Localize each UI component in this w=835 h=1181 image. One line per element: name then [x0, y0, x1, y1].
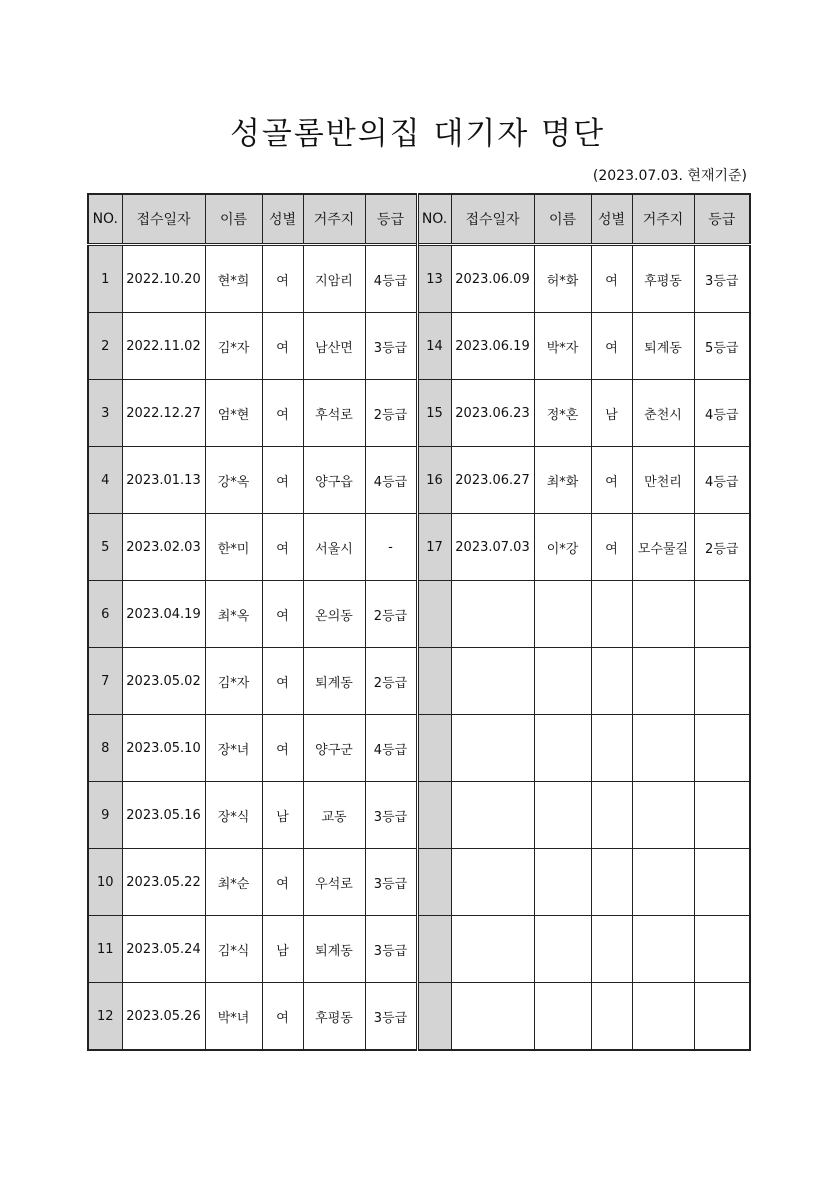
cell-date: 2023.05.26 — [122, 983, 205, 1051]
table-row — [88, 380, 750, 447]
as-of-date: (2023.07.03. 현재기준) — [592, 168, 747, 184]
table-header-row — [88, 194, 750, 245]
cell-name: 정*혼 — [534, 380, 591, 447]
cell-residence — [632, 715, 694, 782]
cell-gender: 여 — [591, 447, 632, 514]
cell-residence: 퇴계동 — [303, 916, 365, 983]
cell-no: 16 — [417, 447, 451, 514]
cell-date: 2023.05.24 — [122, 916, 205, 983]
cell-date: 2023.01.13 — [122, 447, 205, 514]
cell-residence: 후평동 — [632, 245, 694, 313]
cell-grade — [694, 581, 750, 648]
cell-name — [534, 983, 591, 1051]
cell-name: 김*자 — [205, 313, 262, 380]
cell-name: 허*화 — [534, 245, 591, 313]
header-date: 접수일자 — [122, 194, 205, 245]
cell-residence: 후평동 — [303, 983, 365, 1051]
table-row — [88, 447, 750, 514]
cell-gender — [591, 581, 632, 648]
table-row — [88, 849, 750, 916]
cell-residence: 남산면 — [303, 313, 365, 380]
cell-grade: 3등급 — [365, 983, 417, 1051]
cell-no: 12 — [88, 983, 122, 1051]
cell-no: 2 — [88, 313, 122, 380]
cell-date: 2022.11.02 — [122, 313, 205, 380]
cell-date: 2023.02.03 — [122, 514, 205, 581]
cell-no: 9 — [88, 782, 122, 849]
cell-date: 2023.05.16 — [122, 782, 205, 849]
cell-no — [417, 782, 451, 849]
cell-gender — [591, 648, 632, 715]
cell-gender: 여 — [262, 849, 303, 916]
table-row — [88, 782, 750, 849]
cell-gender: 여 — [262, 648, 303, 715]
header-name: 이름 — [205, 194, 262, 245]
cell-grade — [694, 983, 750, 1051]
cell-name — [534, 916, 591, 983]
cell-gender: 여 — [262, 447, 303, 514]
cell-date: 2023.07.03 — [451, 514, 534, 581]
cell-gender: 여 — [262, 313, 303, 380]
cell-no: 6 — [88, 581, 122, 648]
cell-date — [451, 983, 534, 1051]
cell-no: 14 — [417, 313, 451, 380]
cell-grade — [694, 782, 750, 849]
cell-no: 13 — [417, 245, 451, 313]
cell-no: 3 — [88, 380, 122, 447]
cell-residence: 서울시 — [303, 514, 365, 581]
cell-gender — [591, 983, 632, 1051]
cell-residence: 우석로 — [303, 849, 365, 916]
cell-residence: 퇴계동 — [632, 313, 694, 380]
cell-gender — [591, 916, 632, 983]
header-no: NO. — [417, 194, 451, 245]
cell-date — [451, 715, 534, 782]
header-residence: 거주지 — [632, 194, 694, 245]
cell-gender: 여 — [591, 313, 632, 380]
header-residence: 거주지 — [303, 194, 365, 245]
cell-grade — [694, 849, 750, 916]
cell-no: 4 — [88, 447, 122, 514]
cell-date: 2022.12.27 — [122, 380, 205, 447]
cell-grade: 4등급 — [365, 245, 417, 313]
header-grade: 등급 — [365, 194, 417, 245]
cell-no — [417, 983, 451, 1051]
cell-name: 최*옥 — [205, 581, 262, 648]
cell-name — [534, 782, 591, 849]
cell-no: 11 — [88, 916, 122, 983]
cell-date — [451, 849, 534, 916]
cell-no — [417, 581, 451, 648]
cell-residence — [632, 983, 694, 1051]
cell-name: 박*자 — [534, 313, 591, 380]
cell-gender: 남 — [262, 916, 303, 983]
table-row — [88, 715, 750, 782]
cell-name — [534, 581, 591, 648]
cell-name: 김*자 — [205, 648, 262, 715]
cell-residence: 만천리 — [632, 447, 694, 514]
cell-grade — [694, 916, 750, 983]
cell-residence — [632, 849, 694, 916]
cell-date: 2022.10.20 — [122, 245, 205, 313]
cell-gender: 남 — [262, 782, 303, 849]
cell-grade — [694, 715, 750, 782]
table-row — [88, 313, 750, 380]
cell-name: 박*녀 — [205, 983, 262, 1051]
cell-name: 이*강 — [534, 514, 591, 581]
page-title: 성골롬반의집 대기자 명단 — [229, 116, 606, 152]
header-grade: 등급 — [694, 194, 750, 245]
cell-gender: 여 — [262, 581, 303, 648]
cell-grade: 2등급 — [694, 514, 750, 581]
cell-date: 2023.06.09 — [451, 245, 534, 313]
cell-gender: 여 — [262, 715, 303, 782]
cell-residence: 모수물길 — [632, 514, 694, 581]
cell-date: 2023.06.23 — [451, 380, 534, 447]
cell-gender: 여 — [262, 380, 303, 447]
cell-date — [451, 916, 534, 983]
cell-grade: 4등급 — [694, 447, 750, 514]
cell-date — [451, 581, 534, 648]
cell-residence — [632, 916, 694, 983]
cell-residence — [632, 581, 694, 648]
cell-date — [451, 782, 534, 849]
cell-date: 2023.05.22 — [122, 849, 205, 916]
cell-gender — [591, 782, 632, 849]
cell-residence: 온의동 — [303, 581, 365, 648]
cell-gender — [591, 849, 632, 916]
cell-name: 현*희 — [205, 245, 262, 313]
cell-no: 1 — [88, 245, 122, 313]
cell-grade: 4등급 — [694, 380, 750, 447]
cell-name: 최*순 — [205, 849, 262, 916]
cell-date: 2023.04.19 — [122, 581, 205, 648]
cell-date — [451, 648, 534, 715]
cell-gender: 여 — [262, 245, 303, 313]
cell-grade: 3등급 — [365, 782, 417, 849]
cell-grade: 5등급 — [694, 313, 750, 380]
cell-residence: 퇴계동 — [303, 648, 365, 715]
cell-no: 10 — [88, 849, 122, 916]
cell-gender: 여 — [262, 514, 303, 581]
table-row — [88, 916, 750, 983]
cell-name — [534, 849, 591, 916]
cell-date: 2023.06.27 — [451, 447, 534, 514]
header-date: 접수일자 — [451, 194, 534, 245]
cell-grade: 3등급 — [694, 245, 750, 313]
cell-grade: 4등급 — [365, 715, 417, 782]
cell-residence — [632, 782, 694, 849]
cell-no — [417, 849, 451, 916]
cell-residence: 춘천시 — [632, 380, 694, 447]
cell-gender: 여 — [591, 514, 632, 581]
cell-residence: 양구읍 — [303, 447, 365, 514]
cell-grade: - — [365, 514, 417, 581]
cell-grade: 3등급 — [365, 916, 417, 983]
cell-name: 한*미 — [205, 514, 262, 581]
table-row — [88, 245, 750, 313]
cell-name: 김*식 — [205, 916, 262, 983]
cell-gender: 남 — [591, 380, 632, 447]
header-no: NO. — [88, 194, 122, 245]
table-row — [88, 983, 750, 1051]
cell-name — [534, 715, 591, 782]
header-gender: 성별 — [591, 194, 632, 245]
cell-no — [417, 648, 451, 715]
table-row — [88, 514, 750, 581]
cell-grade: 4등급 — [365, 447, 417, 514]
cell-grade: 3등급 — [365, 313, 417, 380]
cell-gender: 여 — [591, 245, 632, 313]
cell-name — [534, 648, 591, 715]
waitlist-table — [87, 193, 751, 1051]
cell-date: 2023.06.19 — [451, 313, 534, 380]
cell-date: 2023.05.02 — [122, 648, 205, 715]
cell-name: 최*화 — [534, 447, 591, 514]
header-gender: 성별 — [262, 194, 303, 245]
cell-residence: 양구군 — [303, 715, 365, 782]
cell-date: 2023.05.10 — [122, 715, 205, 782]
cell-grade — [694, 648, 750, 715]
cell-residence — [632, 648, 694, 715]
cell-no — [417, 715, 451, 782]
cell-no: 5 — [88, 514, 122, 581]
cell-no: 15 — [417, 380, 451, 447]
table-row — [88, 581, 750, 648]
cell-gender — [591, 715, 632, 782]
cell-name: 엄*현 — [205, 380, 262, 447]
cell-gender: 여 — [262, 983, 303, 1051]
cell-grade: 3등급 — [365, 849, 417, 916]
table-row — [88, 648, 750, 715]
cell-residence: 교동 — [303, 782, 365, 849]
cell-no: 8 — [88, 715, 122, 782]
cell-name: 장*식 — [205, 782, 262, 849]
cell-no — [417, 916, 451, 983]
cell-grade: 2등급 — [365, 581, 417, 648]
cell-no: 17 — [417, 514, 451, 581]
cell-name: 장*녀 — [205, 715, 262, 782]
cell-no: 7 — [88, 648, 122, 715]
cell-grade: 2등급 — [365, 380, 417, 447]
cell-name: 강*옥 — [205, 447, 262, 514]
cell-grade: 2등급 — [365, 648, 417, 715]
cell-residence: 지암리 — [303, 245, 365, 313]
header-name: 이름 — [534, 194, 591, 245]
cell-residence: 후석로 — [303, 380, 365, 447]
